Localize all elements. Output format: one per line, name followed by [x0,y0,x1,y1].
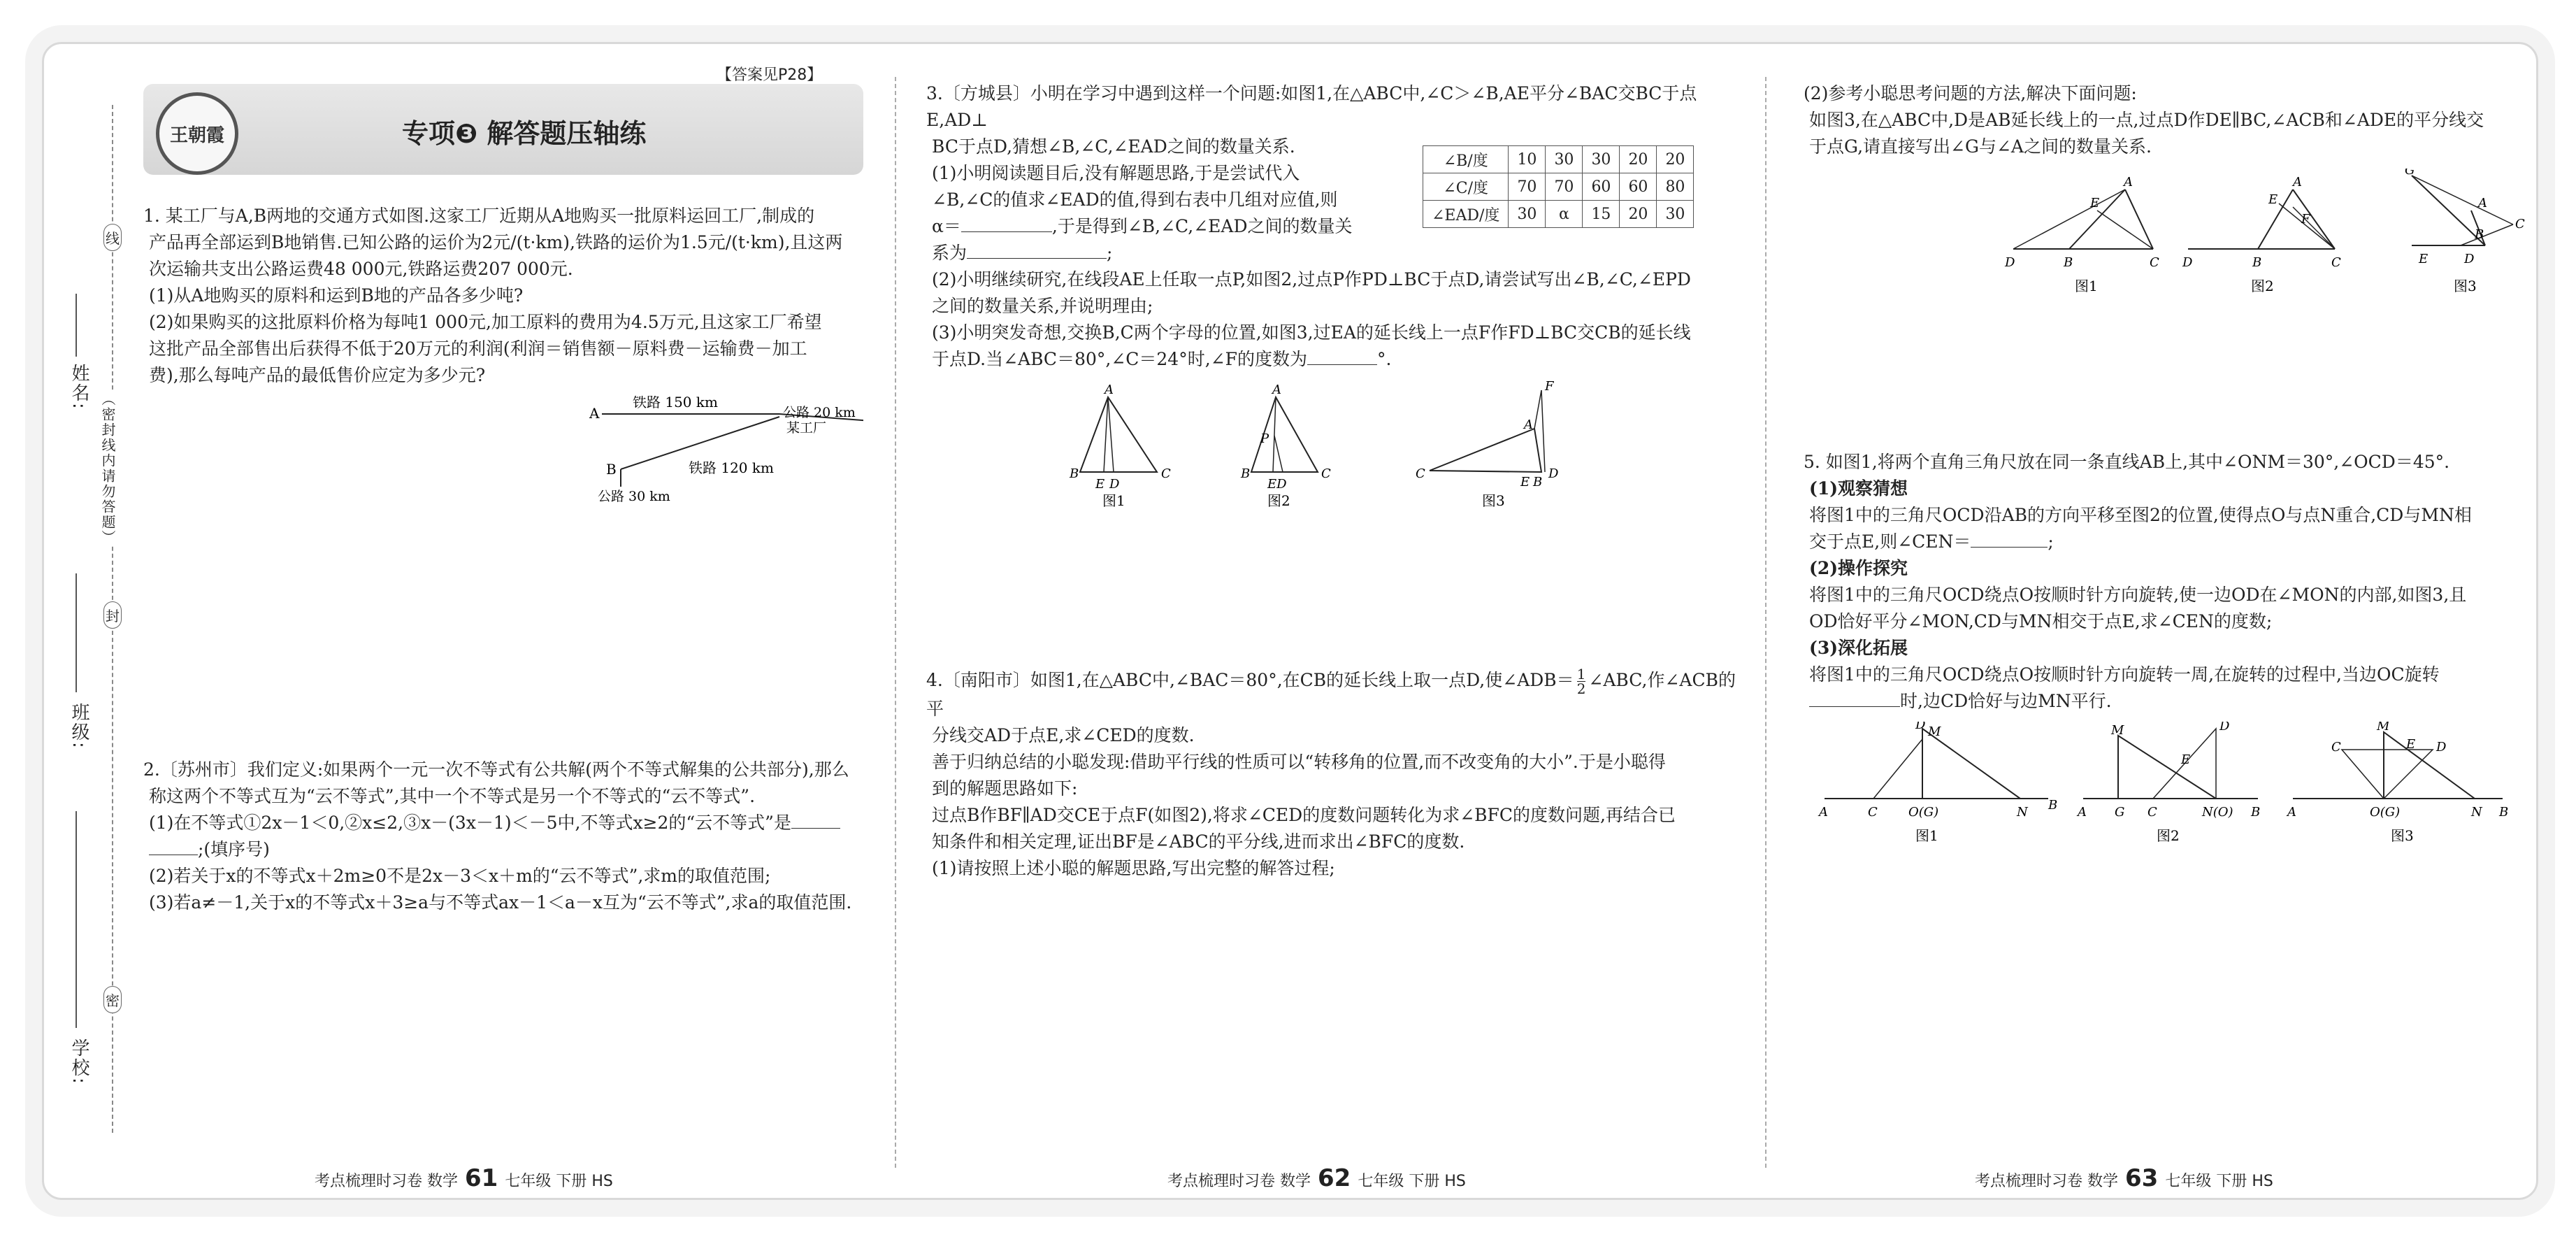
class-label: 班级: [69,703,89,750]
svg-text:M: M [1928,724,1941,739]
q3-fig1-caption: 图1 [1102,492,1125,509]
page-footer-63: 考点梳理时习卷 数学 63 七年级 下册 HS [1975,1164,2273,1192]
q3-fig3-caption: 图3 [1482,492,1505,509]
svg-text:F: F [1545,380,1554,394]
seal-line-mark: 线 [103,224,122,251]
svg-text:E: E [2090,196,2100,210]
q5-fig3-caption: 图3 [2391,827,2414,844]
q4-figure-1 [2004,175,2159,294]
label-a: A [589,405,600,422]
svg-text:B: B [1070,466,1079,481]
factory-label: 某工厂 [786,420,827,436]
svg-text:A: A [2478,196,2487,210]
q4-figure-2 [2182,175,2341,294]
svg-text:ED: ED [1267,477,1287,492]
question-4: 4.〔南阳市〕如图1,在△ABC中,∠BAC＝80°,在CB的延长线上取一点D,使∠ADB＝ $\frac{1}{2}$ ∠ABC,作∠ACB的平 分线交AD于点E,求∠CED的度数. 善于归纳总结的小聪发现:借助平行线的性质可以“转移角的位置,而不改变角的大小”.于是小聪得 到的解题思路如下: 过点B作BF∥AD交CE于点F(如图2),将求∠CED的度数问题转化为求∠BFC的度数问题,再结合已 知条件和相关定理,证出BF是∠ABC的平分线,进而求出∠BFC的度数. (1)请按照上述小聪的解题思路,写出完整的解答过程; [926,666,1736,878]
transport-diagram [143,396,863,508]
q3-fig2-caption: 图2 [1267,492,1290,509]
name-label: 姓名: [69,364,89,410]
question-5: 5. 如图1,将两个直角三角尺放在同一条直线AB上,其中∠ONM＝30°,∠OCD＝45°. (1)观察猜想 将图1中的三角尺OCD沿AB的方向平移至图2的位置,使得点O与点N重合,CD与MN相 交于点E,则∠CEN＝ ; (2)操作探究 将图1中的三角尺OCD绕点O按顺时针方向旋转,使一边OD在∠MON的内部,如图3,且 OD恰好平分∠MON,CD与MN相交于点E,求∠CEN的度数; (3)深化拓展 将图1中的三角尺OCD绕点O按顺时针方向旋转一周,在旋转的过程中,当边OC旋转 时,边CD恰好与边MN平行. [1804,452,2472,711]
svg-text:D: D [1548,466,1559,481]
section-title: 专项❸ 解答题压轴练 [402,118,647,149]
q3-figure-2 [1240,383,1331,509]
svg-text:E: E [1095,477,1105,492]
svg-text:B: B [2251,805,2261,820]
svg-text:E: E [2419,252,2429,266]
label-b: B [606,461,617,478]
page-62-content [926,80,1741,1160]
svg-text:E: E [2181,752,2191,767]
road-b-label: 公路 30 km [598,489,670,504]
svg-text:D: D [2464,252,2475,266]
svg-text:E: E [2268,192,2278,207]
svg-text:A: A [1819,805,1828,820]
q3-figure-3 [1416,380,1559,509]
seal-secret-mark: 密 [103,986,122,1013]
rail-a-label: 铁路 150 km [633,396,718,410]
svg-text:G: G [2115,805,2125,820]
q5-figure-1 [1818,722,2057,844]
svg-text:O(G): O(G) [1908,805,1939,820]
q4-fig2-caption: 图2 [2251,278,2274,294]
column-divider [1765,77,1766,1168]
q4-fig1-caption: 图1 [2075,278,2098,294]
svg-text:O(G): O(G) [2370,805,2401,820]
svg-text:B: B [1241,466,1251,481]
table-row: ∠C/度 70 70 60 60 80 [1423,173,1694,201]
section-banner [143,84,863,175]
svg-text:C: C [1161,466,1171,481]
road-a-label: 公路 20 km [783,405,856,420]
svg-text:M: M [2377,722,2390,734]
svg-text:N: N [2471,805,2482,820]
page-footer-62: 考点梳理时习卷 数学 62 七年级 下册 HS [1167,1164,1466,1192]
seal-seal-mark: 封 [103,601,122,629]
question-4-continued: (2)参考小聪思考问题的方法,解决下面问题: 如图3,在△ABC中,D是AB延长线上的一点,过点D作DE∥BC,∠ACB和∠ADE的平分线交 于点G,请直接写出∠G与∠A之间的数量关系. [1804,83,2484,157]
svg-text:D: D [2219,722,2230,734]
svg-text:F: F [2301,212,2310,227]
svg-text:A: A [1524,417,1533,432]
svg-text:C: C [1416,466,1425,481]
q5-figure-3 [2286,722,2508,844]
svg-text:A: A [2293,175,2302,190]
svg-text:C: C [2331,255,2341,270]
table-row: ∠EAD/度 30 α 15 20 30 [1423,201,1694,228]
svg-text:D: D [1109,477,1120,492]
svg-text:A: A [1272,383,1281,397]
svg-text:C: C [2331,740,2341,755]
q5-fig1-caption: 图1 [1915,827,1938,844]
svg-text:B: B [2475,227,2484,242]
rail-b-label: 铁路 120 km [689,459,774,476]
answer-reference: 【答案见P28】 [717,66,823,84]
q3-figures [926,380,1741,520]
q5-fig2-caption: 图2 [2157,827,2180,844]
school-line [75,811,77,1028]
q4-fig3-caption: 图3 [2454,278,2477,294]
svg-text:N: N [2017,805,2028,820]
q3-figure-1 [1069,383,1171,509]
svg-text:B: B [2252,255,2262,270]
page-63-content [1804,80,2527,1160]
svg-text:A: A [1104,383,1114,397]
q4-figure-3 [2405,169,2525,294]
svg-text:A: A [2287,805,2296,820]
svg-text:B: B [2499,805,2509,820]
svg-text:A: A [2078,805,2087,820]
q5-figure-2 [2076,722,2260,844]
svg-text:P: P [1260,431,1269,446]
svg-text:D: D [2436,740,2447,755]
svg-text:D: D [2005,255,2015,270]
svg-text:C: C [2515,217,2525,231]
svg-text:D: D [2182,255,2193,270]
name-line [75,294,77,357]
page-61-content [143,203,863,1160]
svg-text:B: B [1533,475,1543,489]
brand-logo: 王朝霞 [156,92,238,175]
question-2: 2.〔苏州市〕我们定义:如果两个一元一次不等式有公共解(两个不等式解集的公共部分),那么 称这两个不等式互为“云不等式”,其中一个不等式是另一个不等式的“云不等式”. (1)在不等式①2x－1＜0,②x≤2,③x－(3x－1)＜－5中,不等式x≥2的“云不等式”是 ;(填序号) (2)若关于x的不等式x＋2m≥0不是2x－3＜x＋m的“云不等式”,求m的取值范围; (3)若a≠－1,关于x的不等式x＋3≥a与不等式ax－1＜a－x互为“云不等式”,求a的取值范围. [143,759,852,913]
svg-text:D: D [1915,722,1926,732]
svg-text:A: A [2124,175,2133,190]
svg-text:C: C [2150,255,2159,270]
svg-text:C: C [1868,805,1878,820]
column-divider [895,77,896,1168]
school-label: 学校: [69,1038,89,1085]
svg-text:E: E [1520,475,1530,489]
class-line [75,573,77,692]
q3-value-table [1423,145,1694,228]
svg-text:B: B [2048,798,2058,813]
svg-text:B: B [2064,255,2073,270]
question-1: 1. 某工厂与A,B两地的交通方式如图.这家工厂近期从A地购买一批原料运回工厂,制成的 产品再全部运到B地销售.已知公路的运价为2元/(t·km),铁路的运价为1.5元/(t·km),且这两 次运输共支出公路运费48 000元,铁路运费207 000元. (1)从A地购买的原料和运到B地的产品各多少吨? (2)如果购买的这批原料价格为每吨1 000元,加工原料的费用为4.5万元,且这家工厂希望 这批产品全部售出后获得不低于20万元的利润(利润＝销售额－原料费－运输费－加工 费),那么每吨产品的最低售价应定为多少元? [143,206,843,385]
svg-text:G: G [2405,169,2415,178]
svg-text:C: C [1321,466,1331,481]
table-row: ∠B/度 10 30 30 20 20 [1423,146,1694,173]
q5-figures [1804,722,2527,855]
q4-figures [1804,169,2527,308]
svg-text:M: M [2111,723,2124,738]
seal-warning: （密封线内请勿答题） [98,392,118,545]
question-3: 3.〔方城县〕小明在学习中遇到这样一个问题:如图1,在△ABC中,∠C＞∠B,AE平分∠BAC交BC于点E,AD⊥ BC于点D,猜想∠B,∠C,∠EAD之间的数量关系. (1)小明阅读题目后,没有解题思路,于是尝试代入 ∠B,∠C的值求∠EAD的值,得到右表中几组对应值,则 α＝ ,于是得到∠B,∠C,∠EAD之间的数量关 系为 ; (2)小明继续研究,在线段AE上任取一点P,如图2,过点P作PD⊥BC于点D,请尝试写出∠B,∠C,∠EPD 之间的数量关系,并说明理由; (3)小明突发奇想,交换B,C两个字母的位置,如图3,过EA的延长线上一点F作FD⊥BC交CB的延长线 于点D.当∠ABC＝80°,∠C＝24°时,∠F的度数为 °. [926,83,1697,369]
page-footer-61: 考点梳理时习卷 数学 61 七年级 下册 HS [315,1164,613,1192]
svg-text:C: C [2147,805,2157,820]
svg-text:N(O): N(O) [2202,805,2233,820]
svg-text:E: E [2406,737,2416,752]
